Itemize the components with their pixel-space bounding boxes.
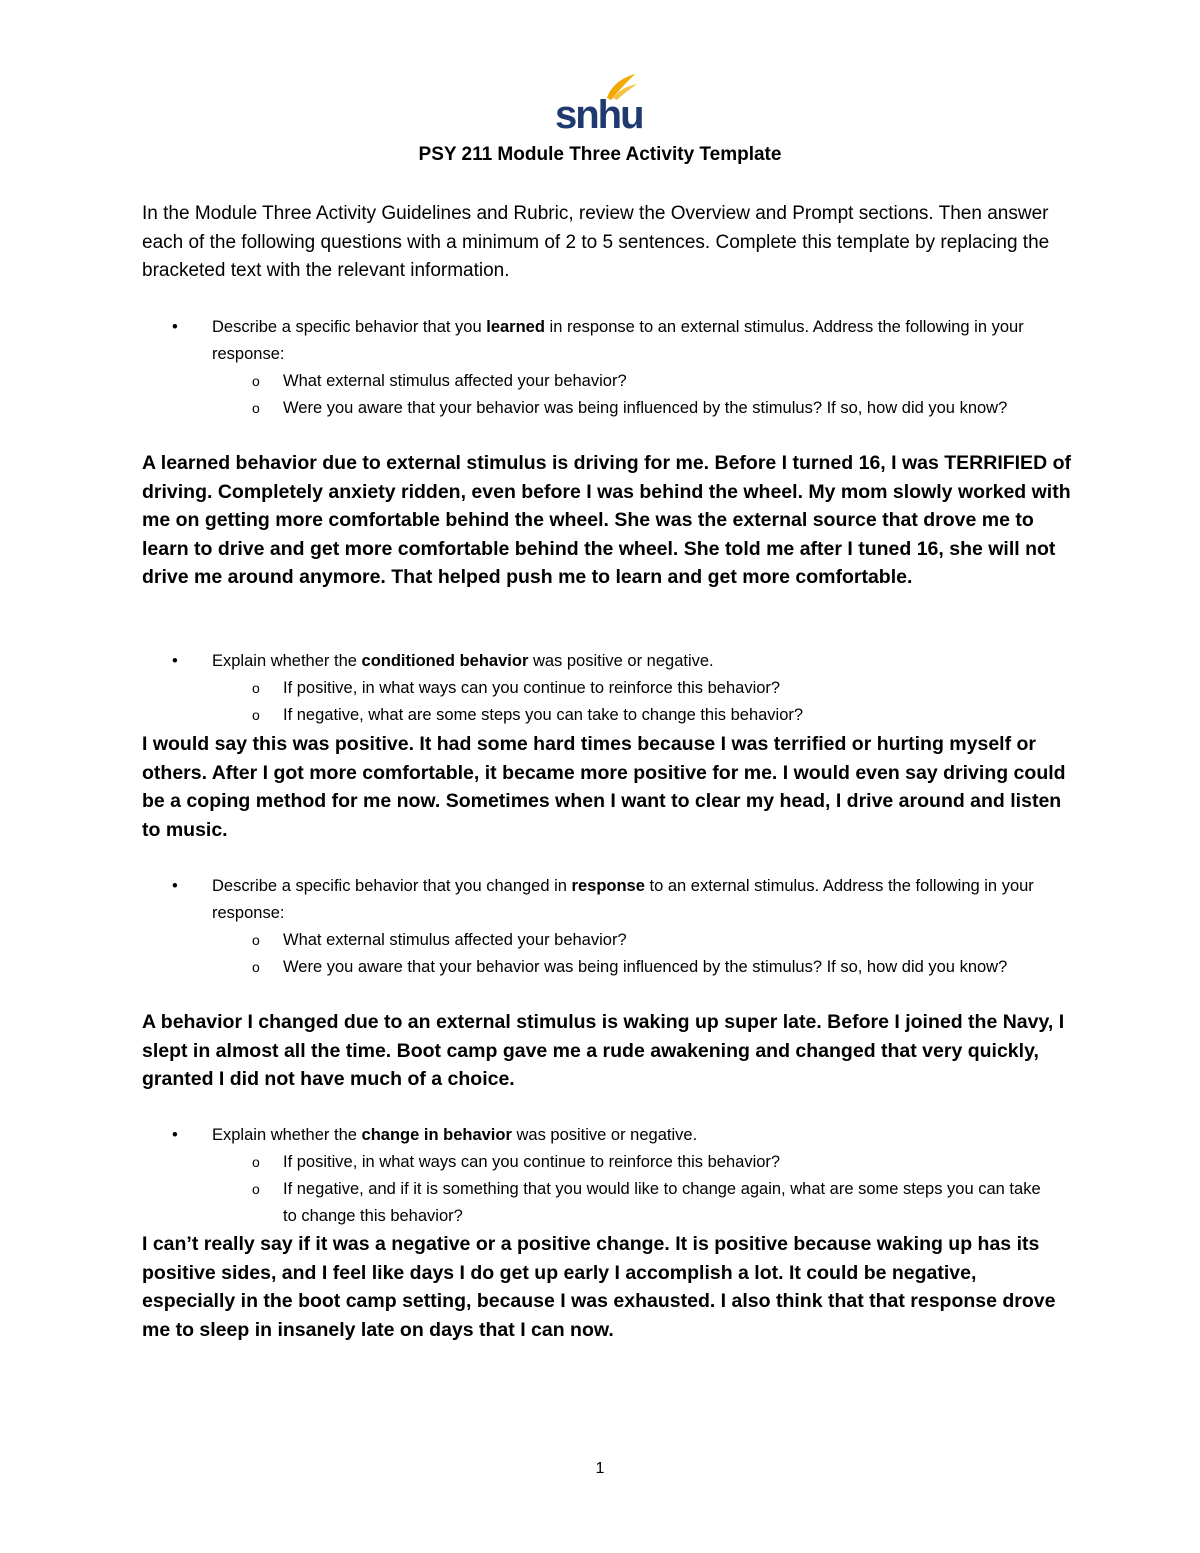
prompt-emphasis: response — [571, 877, 645, 895]
page-title: PSY 211 Module Three Activity Template — [418, 144, 782, 165]
sub-bullet-icon: o — [252, 373, 260, 389]
sub-question-text: Were you aware that your behavior was being influenced by the stimulus? If so, how did you know? — [283, 399, 1008, 417]
sub-bullet-icon: o — [252, 680, 260, 696]
prompt-text: was positive or negative. — [511, 1126, 698, 1144]
sub-question — [172, 954, 1052, 981]
sub-question — [172, 927, 1052, 954]
prompt-emphasis: change in behavior — [361, 1126, 512, 1144]
sub-question-text: If negative, and if it is something that you would like to change again, what are some steps you can take to change this behavior? — [283, 1180, 1041, 1225]
sub-bullet-icon: o — [252, 400, 260, 416]
answer-paragraph-2: I would say this was positive. It had some hard times because I was terrified or hurting myself or others. After I got more comfortable, it became more positive for me. I would even say driving could be a coping method for me now. Sometimes when I want to clear my head, I drive around and listen to music. — [142, 733, 1066, 841]
answer-paragraph-3: A behavior I changed due to an external stimulus is waking up super late. Before I joined the Navy, I slept in almost all the time. Boot camp gave me a rude awakening and changed that very quickly, granted I did not have much of a choice. — [142, 1011, 1065, 1090]
page-number: 1 — [595, 1460, 605, 1477]
sub-question-text: What external stimulus affected your behavior? — [283, 931, 627, 949]
question-block-4 — [172, 1122, 1052, 1230]
sub-question-text: Were you aware that your behavior was being influenced by the stimulus? If so, how did you know? — [283, 958, 1008, 976]
prompt-text: Describe a specific behavior that you changed in — [212, 877, 572, 895]
sub-question-text: If positive, in what ways can you continue to reinforce this behavior? — [283, 679, 781, 697]
intro-paragraph: In the Module Three Activity Guidelines and Rubric, review the Overview and Prompt sections. Then answer each of the following questions with a minimum of 2 to 5 sentences. Complete this template by replacing the bracketed text with the relevant information. — [142, 203, 1050, 281]
question-prompt — [172, 314, 1052, 368]
sub-question — [172, 1149, 1052, 1176]
prompt-emphasis: learned — [486, 318, 545, 336]
sub-bullet-icon: o — [252, 932, 260, 948]
prompt-text: was positive or negative. — [528, 652, 714, 670]
prompt-text: Describe a specific behavior that you — [212, 318, 487, 336]
bullet-icon: • — [172, 1126, 178, 1144]
prompt-text: Explain whether the — [212, 652, 362, 670]
sub-question-text: If negative, what are some steps you can take to change this behavior? — [283, 706, 804, 724]
sub-bullet-icon: o — [252, 707, 260, 723]
question-prompt — [172, 873, 1052, 927]
question-block-1 — [172, 314, 1052, 422]
sub-question — [172, 702, 1052, 729]
svg-text:snhu: snhu — [555, 93, 643, 134]
question-prompt — [172, 648, 1052, 675]
snhu-logo — [553, 72, 643, 134]
sub-question-text: If positive, in what ways can you continue to reinforce this behavior? — [283, 1153, 781, 1171]
prompt-text: in response to an external stimulus. Address the following in your response: — [212, 318, 1024, 363]
answer-paragraph-1: A learned behavior due to external stimulus is driving for me. Before I turned 16, I was TERRIFIED of driving. Completely anxiety ridden, even before I was behind the wheel. My mom slowly worked with me on getting more comfortable behind the wheel. She was the external source that drove me to learn to drive and get more comfortable behind the wheel. She told me after I tuned 16, she will not drive me around anymore. That helped push me to learn and get more comfortable. — [142, 452, 1071, 588]
bullet-icon: • — [172, 652, 178, 670]
prompt-text: Explain whether the — [212, 1126, 362, 1144]
question-prompt — [172, 1122, 1052, 1149]
sub-question — [172, 395, 1052, 422]
sub-question — [172, 1176, 1052, 1230]
sub-bullet-icon: o — [252, 1181, 260, 1197]
sub-question-text: What external stimulus affected your behavior? — [283, 372, 627, 390]
sub-question — [172, 368, 1052, 395]
sub-question — [172, 675, 1052, 702]
sub-bullet-icon: o — [252, 959, 260, 975]
sub-bullet-icon: o — [252, 1154, 260, 1170]
bullet-icon: • — [172, 318, 178, 336]
bullet-icon: • — [172, 877, 178, 895]
prompt-emphasis: conditioned behavior — [361, 652, 529, 670]
prompt-text: to an external stimulus. Address the following in your response: — [212, 877, 1034, 922]
question-block-3 — [172, 873, 1052, 981]
question-block-2 — [172, 648, 1052, 729]
answer-paragraph-4: I can’t really say if it was a negative or a positive change. It is positive because waking up has its positive sides, and I feel like days I do get up early I accomplish a lot. It could be negative, especially in the boot camp setting, because I was exhausted. I also think that that response drove me to sleep in insanely late on days that I can now. — [142, 1233, 1056, 1341]
